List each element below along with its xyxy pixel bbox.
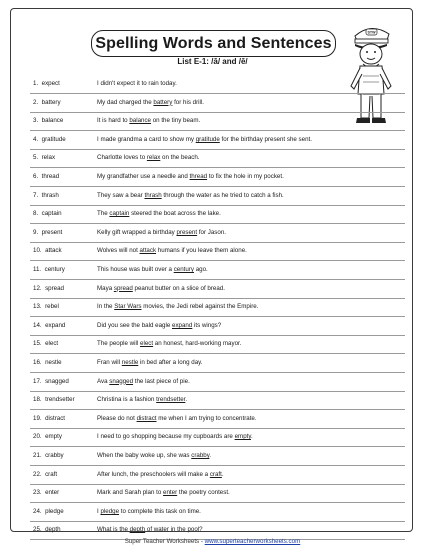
- sentence-start: This house was built over a: [97, 266, 174, 273]
- item-number-word: [33, 261, 65, 279]
- sentence-start: They saw a bear: [97, 191, 145, 199]
- underlined-word: gratitude: [195, 135, 220, 143]
- item-number: 22.: [33, 470, 42, 478]
- spelling-word: thrash: [41, 191, 59, 199]
- sentence-start: My grandfather use a needle and: [97, 173, 190, 180]
- underlined-word: snagged: [109, 377, 134, 385]
- list-item: [30, 242, 405, 261]
- example-sentence: [97, 261, 208, 279]
- item-number: 1.: [33, 80, 39, 87]
- underlined-word: nestle: [121, 359, 139, 366]
- example-sentence: [97, 187, 284, 205]
- item-number: 3.: [33, 117, 39, 125]
- item-number: 18.: [33, 396, 42, 404]
- item-number-word: [33, 168, 59, 186]
- spelling-word: depth: [45, 526, 61, 534]
- sentence-end: for Jason.: [197, 228, 226, 236]
- list-item: [30, 317, 405, 336]
- list-item: [30, 335, 405, 354]
- item-number: 16.: [33, 359, 42, 366]
- item-number: 11.: [33, 266, 42, 273]
- example-sentence: [97, 428, 253, 446]
- item-number-word: [33, 298, 59, 316]
- underlined-word: crabby: [191, 452, 210, 459]
- item-number: 10.: [33, 247, 42, 255]
- item-number-word: [33, 94, 61, 112]
- spelling-word: snagged: [45, 377, 69, 385]
- list-item: [30, 447, 405, 466]
- spelling-word: captain: [41, 210, 62, 218]
- item-number: 7.: [33, 191, 39, 199]
- list-item: [30, 112, 405, 131]
- item-number-word: [33, 354, 62, 372]
- item-number-word: [33, 75, 60, 93]
- example-sentence: [97, 391, 187, 409]
- underlined-word: craft: [209, 470, 222, 478]
- list-item: [30, 391, 405, 410]
- underlined-word: expand: [172, 321, 193, 329]
- item-number: 2.: [33, 98, 39, 106]
- underlined-word: Star Wars: [114, 303, 142, 311]
- item-number: 9.: [33, 228, 39, 236]
- list-item: [30, 149, 405, 168]
- spelling-word: expand: [45, 321, 66, 329]
- sentence-start: Maya: [97, 284, 114, 292]
- example-sentence: [97, 521, 203, 539]
- underlined-word: present: [176, 228, 198, 236]
- underlined-word: spread: [113, 284, 133, 292]
- sentence-start: I: [97, 507, 101, 515]
- sentence-start: Kelly gift wrapped a birthday: [97, 228, 177, 236]
- sentence-end: the poetry contest.: [177, 489, 230, 497]
- item-number-word: [33, 131, 66, 149]
- underlined-word: battery: [153, 98, 173, 106]
- item-number-word: [33, 112, 63, 130]
- spelling-word: pledge: [45, 507, 64, 515]
- list-item: [30, 131, 405, 150]
- list-item: [30, 428, 405, 447]
- item-number-word: [33, 224, 62, 242]
- example-sentence: [97, 205, 221, 223]
- example-sentence: [97, 373, 190, 391]
- title-box: [91, 30, 336, 57]
- list-item: [30, 261, 405, 280]
- sentence-start: My dad charged the: [97, 98, 154, 106]
- footer-link[interactable]: www.superteacherworksheets.com: [204, 538, 301, 545]
- sentence-start: Ava: [97, 377, 110, 385]
- underlined-word: thread: [189, 173, 208, 180]
- item-number-word: [33, 466, 57, 484]
- item-number: 24.: [33, 507, 42, 515]
- list-item: [30, 466, 405, 485]
- page-title: Spelling Words and Sentences: [95, 34, 332, 52]
- underlined-word: relax: [146, 154, 161, 162]
- list-item: [30, 75, 405, 94]
- footer: [0, 538, 425, 545]
- item-number-word: [33, 521, 61, 539]
- example-sentence: [97, 410, 257, 428]
- sentence-end: the last piece of pie.: [133, 377, 190, 385]
- underlined-word: captain: [109, 210, 130, 218]
- underlined-word: enter: [163, 489, 178, 497]
- sentence-start: Please do not: [97, 414, 137, 422]
- item-number-word: [33, 484, 59, 502]
- underlined-word: trendsetter: [156, 396, 186, 404]
- sentence-end: .: [250, 433, 253, 441]
- spelling-word: crabby: [45, 452, 64, 459]
- example-sentence: [97, 280, 225, 298]
- item-number-word: [33, 373, 69, 391]
- sentence-end: of water in the pool?: [145, 526, 203, 534]
- sentence-start: I made grandma a card to show my: [97, 135, 196, 143]
- item-number-word: [33, 280, 64, 298]
- item-number: 5.: [33, 154, 39, 162]
- list-item: [30, 410, 405, 429]
- item-number: 6.: [33, 173, 39, 180]
- sentence-end: through the water as he tried to catch a fish.: [161, 191, 284, 199]
- sentence-end: .: [185, 396, 188, 404]
- sentence-end: on the beach.: [160, 154, 200, 162]
- item-number-word: [33, 428, 62, 446]
- sentence-end: me when I am trying to concentrate.: [156, 414, 257, 422]
- sentence-start: What is the: [97, 526, 130, 534]
- list-item: [30, 205, 405, 224]
- example-sentence: [97, 335, 241, 353]
- sentence-end: for the birthday present she sent.: [219, 135, 312, 143]
- hat-badge-text: STW: [367, 30, 376, 35]
- example-sentence: [97, 447, 211, 465]
- underlined-word: depth: [129, 526, 146, 534]
- sentence-end: ago.: [194, 266, 208, 273]
- sentence-start: Christina is a fashion: [97, 396, 157, 404]
- item-number-word: [33, 317, 65, 335]
- sentence-start: Wolves will not: [97, 247, 140, 255]
- spelling-word: battery: [41, 98, 61, 106]
- item-number: 12.: [33, 284, 42, 292]
- spelling-word: enter: [45, 489, 60, 497]
- example-sentence: [97, 466, 224, 484]
- sentence-end: .: [221, 470, 224, 478]
- item-number-word: [33, 447, 64, 465]
- item-number-word: [33, 335, 58, 353]
- sentence-end: on the tiny beam.: [151, 117, 201, 125]
- spelling-word: craft: [45, 470, 58, 478]
- sentence-end: humans if you leave them alone.: [156, 247, 247, 255]
- item-number: 4.: [33, 135, 39, 143]
- item-number-word: [33, 187, 59, 205]
- example-sentence: [97, 224, 226, 242]
- example-sentence: [97, 94, 204, 112]
- example-sentence: [97, 503, 201, 521]
- spelling-word: spread: [45, 284, 64, 292]
- sentence-end: an honest, hard-working mayor.: [153, 340, 242, 348]
- underlined-word: balance: [129, 117, 152, 125]
- spelling-word: gratitude: [41, 135, 66, 143]
- item-number: 25.: [33, 526, 42, 534]
- list-item: [30, 224, 405, 243]
- spelling-word: nestle: [45, 359, 62, 366]
- spelling-word: balance: [41, 117, 64, 125]
- list-item: [30, 280, 405, 299]
- spelling-word: relax: [41, 154, 56, 162]
- spelling-word: attack: [45, 247, 62, 255]
- item-number-word: [33, 410, 65, 428]
- sentence-start: Fran will: [97, 359, 122, 366]
- item-number: 21.: [33, 452, 42, 459]
- item-number: 13.: [33, 303, 42, 311]
- sentence-start: The: [97, 210, 110, 218]
- item-number-word: [33, 391, 75, 409]
- list-item: [30, 168, 405, 187]
- spelling-word: expect: [41, 80, 60, 87]
- example-sentence: [97, 149, 200, 167]
- item-number-word: [33, 205, 62, 223]
- sentence-start: Charlotte loves to: [97, 154, 147, 162]
- list-item: [30, 298, 405, 317]
- list-item: [30, 503, 405, 522]
- footer-text: Super Teacher Worksheets -: [124, 538, 205, 545]
- spelling-word: empty: [45, 433, 62, 441]
- underlined-word: elect: [140, 340, 154, 348]
- spelling-word: trendsetter: [45, 396, 75, 404]
- item-number: 19.: [33, 414, 42, 422]
- example-sentence: [97, 242, 247, 260]
- sentence-start: After lunch, the preschoolers will make a: [97, 470, 210, 478]
- list-item: [30, 187, 405, 206]
- example-sentence: [97, 112, 200, 130]
- underlined-word: empty: [234, 433, 251, 441]
- spelling-word: rebel: [45, 303, 59, 311]
- spelling-word: distract: [45, 414, 66, 422]
- underlined-word: century: [173, 266, 194, 273]
- example-sentence: [97, 298, 258, 316]
- spelling-word: elect: [45, 340, 59, 348]
- item-number: 23.: [33, 489, 42, 497]
- sentence-start: When the baby woke up, she was: [97, 452, 192, 459]
- sentence-start: I didn't expect it to rain today.: [97, 80, 177, 87]
- sentence-end: steered the boat across the lake.: [129, 210, 221, 218]
- sentence-start: I need to go shopping because my cupboards are: [97, 433, 235, 441]
- sentence-start: Mark and Sarah plan to: [97, 489, 164, 497]
- example-sentence: [97, 317, 221, 335]
- item-number: 8.: [33, 210, 39, 218]
- sentence-end: to fix the hole in my pocket.: [207, 173, 284, 180]
- item-number: 15.: [33, 340, 42, 348]
- underlined-word: thrash: [144, 191, 162, 199]
- sentence-start: It is hard to: [97, 117, 130, 125]
- item-number-word: [33, 242, 62, 260]
- example-sentence: [97, 354, 203, 372]
- spelling-word: thread: [41, 173, 60, 180]
- spelling-word: century: [44, 266, 65, 273]
- spelling-word: present: [41, 228, 63, 236]
- item-number: 20.: [33, 433, 42, 441]
- example-sentence: [97, 131, 312, 149]
- sentence-end: for his drill.: [172, 98, 204, 106]
- page-subtitle: List E-1: /ā/ and /ē/: [177, 57, 248, 66]
- sentence-start: The people will: [97, 340, 140, 348]
- sentence-end: movies, the Jedi rebel against the Empire.: [141, 303, 259, 311]
- sentence-start: Did you see the bald eagle: [97, 321, 172, 329]
- underlined-word: pledge: [100, 507, 120, 515]
- sentence-end: peanut butter on a slice of bread.: [132, 284, 225, 292]
- sentence-start: In the: [97, 303, 115, 311]
- list-item: [30, 94, 405, 113]
- item-number: 14.: [33, 321, 42, 329]
- item-number-word: [33, 503, 64, 521]
- item-number: 17.: [33, 377, 42, 385]
- underlined-word: attack: [139, 247, 157, 255]
- item-number-word: [33, 149, 55, 167]
- sentence-end: its wings?: [192, 321, 222, 329]
- sentence-end: to complete this task on time.: [119, 507, 201, 515]
- list-item: [30, 373, 405, 392]
- sentence-end: in bed after a long day.: [138, 359, 203, 366]
- sentence-end: .: [209, 452, 212, 459]
- list-item: [30, 484, 405, 503]
- example-sentence: [97, 168, 284, 186]
- example-sentence: [97, 75, 177, 93]
- underlined-word: distract: [136, 414, 157, 422]
- example-sentence: [97, 484, 230, 502]
- list-item: [30, 354, 405, 373]
